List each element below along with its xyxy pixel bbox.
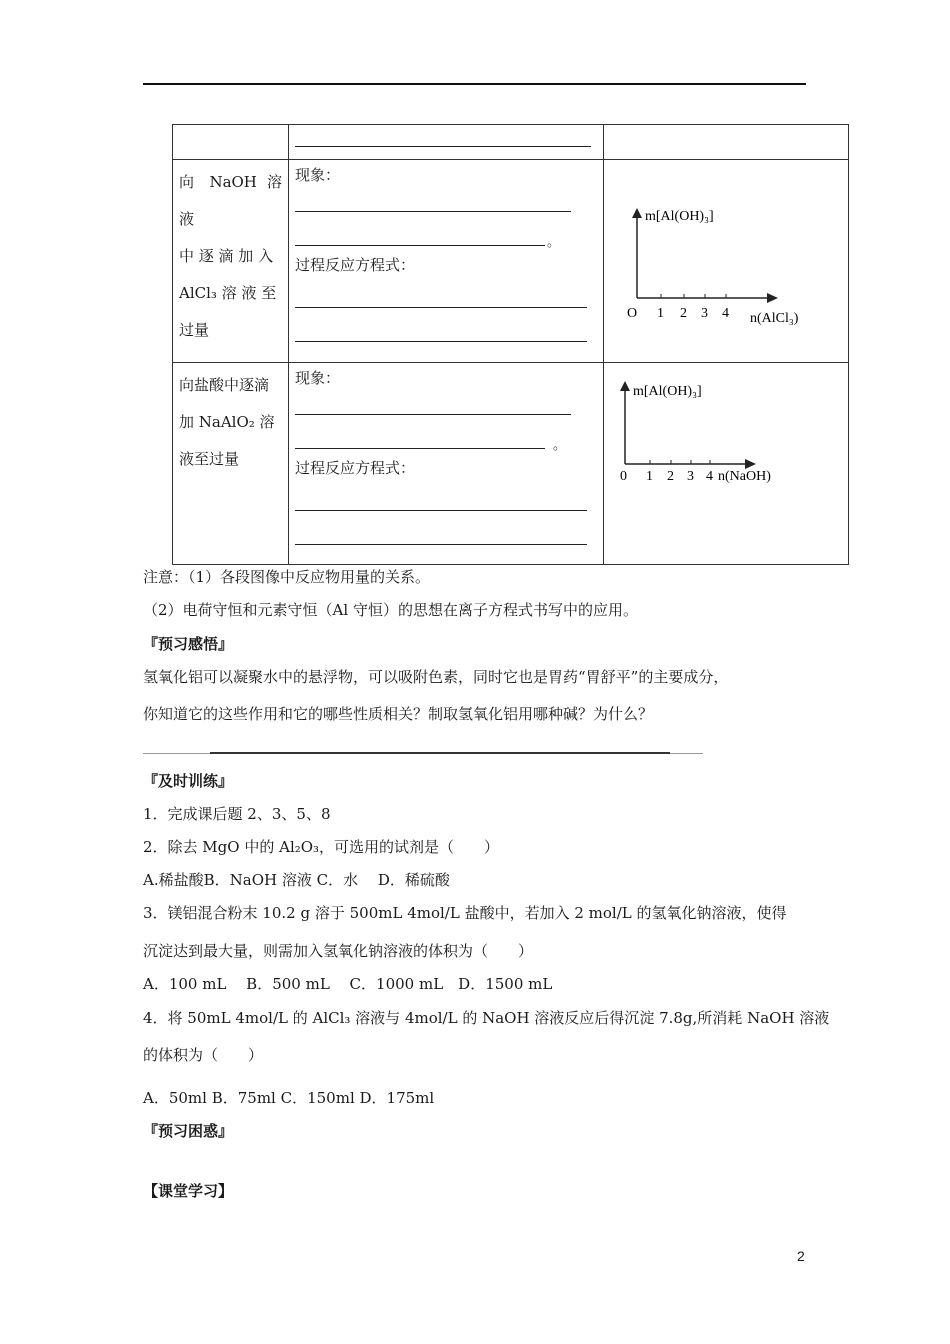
- answer-blank[interactable]: [295, 245, 545, 246]
- answer-rule-dark: [210, 752, 670, 754]
- question-2-options: A.稀盐酸B．NaOH 溶液 C．水 D．稀硫酸: [143, 871, 450, 889]
- question-4-line-1: 4．将 50mL 4mol/L 的 AlCl₃ 溶液与 4mol/L 的 NaOH 溶液反应后得沉淀 7.8g,所消耗 NaOH 溶液: [143, 1009, 830, 1027]
- table-row: [173, 160, 849, 363]
- answer-blank[interactable]: [295, 307, 587, 308]
- condition-line: 加 NaAlO₂ 溶: [179, 413, 275, 431]
- y-axis-arrow: [620, 381, 630, 391]
- preview-insight-line-1: 氢氧化铝可以凝聚水中的悬浮物，可以吸附色素，同时它也是胃药“胃舒平”的主要成分，: [143, 668, 729, 686]
- phenomenon-label: 现象：: [295, 166, 341, 184]
- graph-cell: [604, 125, 849, 160]
- equation-label: 过程反应方程式：: [295, 459, 416, 477]
- origin-label: 0: [620, 469, 627, 484]
- answer-blank[interactable]: [295, 211, 571, 212]
- answer-blank[interactable]: [295, 448, 545, 449]
- answer-blank[interactable]: [295, 146, 591, 147]
- experiment-table: [172, 124, 849, 565]
- answer-blank[interactable]: [295, 544, 587, 545]
- content-cell: [289, 125, 604, 160]
- equation-label: 过程反应方程式：: [295, 256, 416, 274]
- tick-label: 3: [687, 469, 694, 484]
- phenomenon-label: 现象：: [295, 369, 341, 387]
- answer-blank[interactable]: [295, 510, 587, 511]
- graph-cell: [604, 363, 849, 565]
- condition-cell: [173, 160, 289, 363]
- note-1: 注意：（1）各段图像中反应物用量的关系。: [143, 568, 431, 586]
- tick-label: 3: [701, 306, 708, 321]
- y-axis-label: m[Al(OH)₃]: [633, 384, 702, 399]
- answer-blank[interactable]: [295, 341, 587, 342]
- condition-cell: [173, 125, 289, 160]
- tick-label: 4: [706, 469, 713, 484]
- condition-line: 向 NaOH 溶 液: [179, 173, 282, 228]
- question-2: 2．除去 MgO 中的 Al₂O₃，可选用的试剂是（ ）: [143, 838, 500, 856]
- question-3-line-2: 沉淀达到最大量，则需加入氢氧化钠溶液的体积为（ ）: [143, 942, 534, 960]
- condition-line: 中 逐 滴 加 入: [179, 247, 274, 265]
- tick-label: 2: [680, 306, 687, 321]
- question-3-line-1: 3．镁铝混合粉末 10.2 g 溶于 500mL 4mol/L 盐酸中，若加入 2 mol/L 的氢氧化钠溶液，使得: [143, 904, 787, 922]
- tick-label: 2: [667, 469, 674, 484]
- condition-line: 液至过量: [179, 450, 240, 468]
- answer-blank[interactable]: [295, 414, 571, 415]
- tick-label: 1: [646, 469, 653, 484]
- preview-confusion-heading: 『预习困惑』: [143, 1122, 234, 1140]
- condition-line: 过量: [179, 321, 210, 339]
- graph-cell: [604, 160, 849, 363]
- content-cell: [289, 160, 604, 363]
- period: 。: [547, 235, 561, 250]
- graph-alcl3: [604, 160, 848, 362]
- question-4-options: A．50ml B．75ml C．150ml D．175ml: [143, 1089, 435, 1107]
- graph-naoh: [604, 363, 848, 564]
- question-4-line-2: 的体积为（ ）: [143, 1046, 264, 1064]
- question-1: 1．完成课后题 2、3、5、8: [143, 805, 331, 823]
- note-2: （2）电荷守恒和元素守恒（Al 守恒）的思想在离子方程式书写中的应用。: [143, 601, 638, 619]
- preview-insight-heading: 『预习感悟』: [143, 635, 234, 653]
- preview-insight-line-2: 你知道它的这些作用和它的哪些性质相关？制取氢氧化铝用哪种碱？为什么？: [143, 705, 654, 723]
- period: 。: [553, 438, 567, 453]
- content-cell: [289, 363, 604, 565]
- x-axis-label: n(NaOH): [718, 469, 771, 484]
- condition-cell: [173, 363, 289, 565]
- training-heading: 『及时训练』: [143, 772, 234, 790]
- x-axis-label: n(AlCl₃): [750, 311, 799, 326]
- condition-line: AlCl₃ 溶 液 至: [179, 284, 277, 302]
- header-rule: [143, 83, 806, 85]
- x-axis-arrow: [767, 293, 778, 303]
- origin-label: O: [627, 306, 638, 321]
- tick-label: 4: [722, 306, 729, 321]
- class-study-heading: 【课堂学习】: [143, 1182, 234, 1200]
- tick-label: 1: [657, 306, 664, 321]
- table-row: [173, 125, 849, 160]
- table-row: [173, 363, 849, 565]
- x-axis-arrow: [745, 459, 756, 469]
- condition-line: 向盐酸中逐滴: [179, 376, 270, 394]
- y-axis-arrow: [632, 208, 642, 218]
- page-number: 2: [797, 1248, 805, 1264]
- y-axis-label: m[Al(OH)₃]: [645, 209, 714, 224]
- question-3-options: A．100 mL B．500 mL C．1000 mL D．1500 mL: [143, 975, 553, 993]
